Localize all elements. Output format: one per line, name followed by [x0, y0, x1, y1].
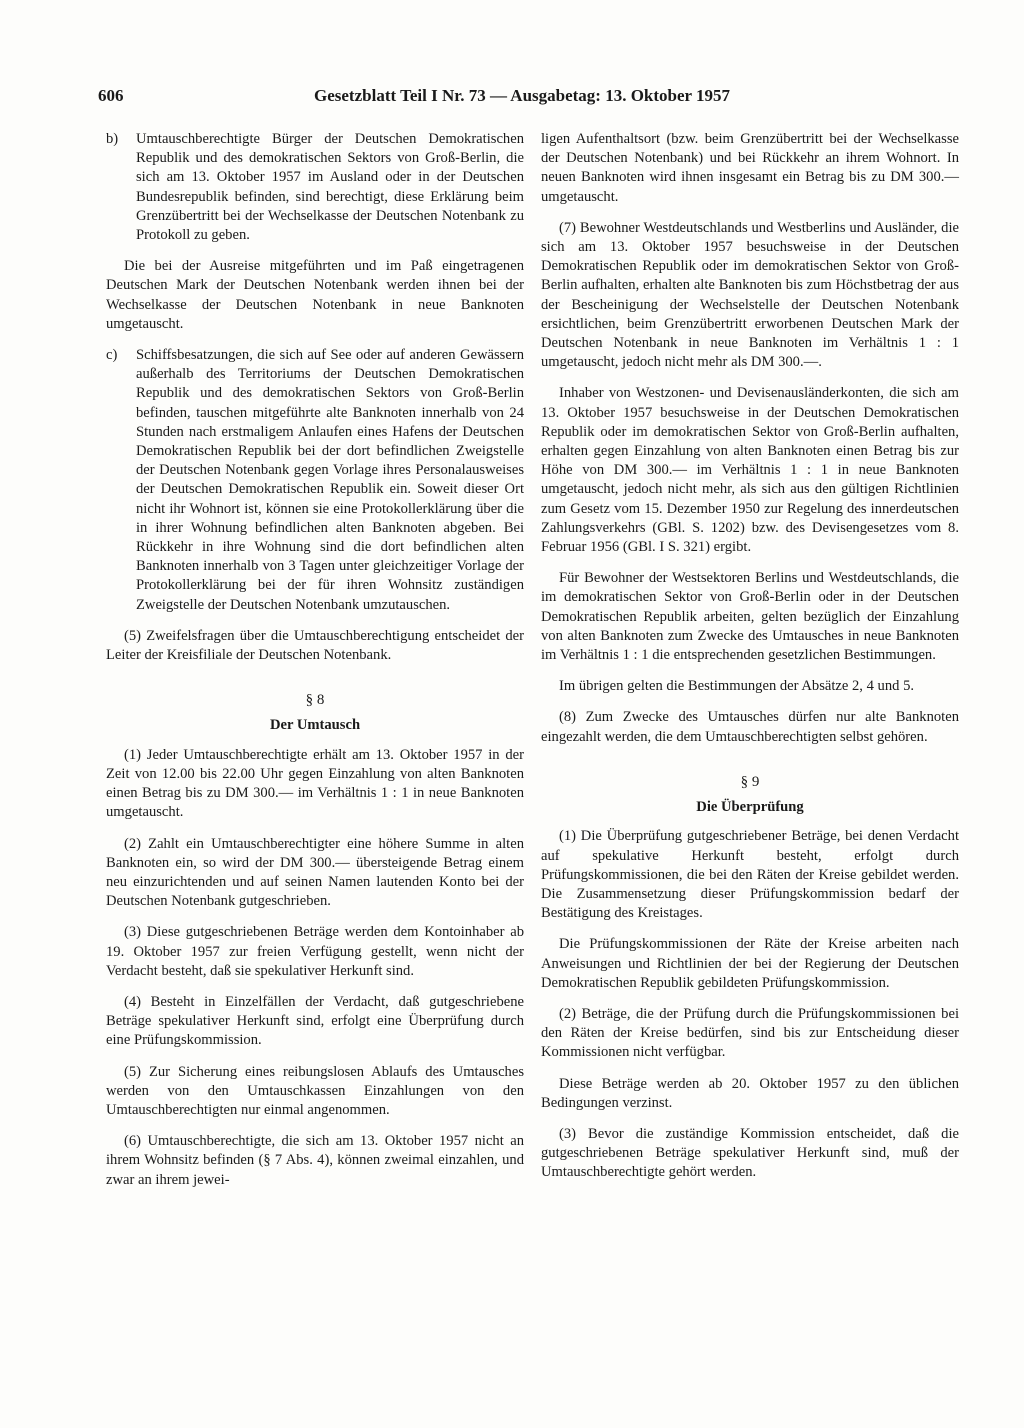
paragraph: (3) Bevor die zuständige Kommission entscheidet, daß die gutgeschriebenen Beträge spekulativer Herkunft sind, muß der Umtauschberechtigte gehört werden.	[541, 1125, 959, 1181]
section-title: Die Überprüfung	[696, 799, 804, 816]
paragraph: Die Prüfungskommissionen der Räte der Kreise arbeiten nach Anweisungen und Richtlinien der bei der Regierung der Deutschen Demokratischen Republik gebildeten Prüfungskommission.	[541, 936, 959, 991]
item-label: c)	[106, 347, 118, 364]
paragraph: (8) Zum Zwecke des Umtausches dürfen nur alte Banknoten eingezahlt werden, die dem Umtauschberechtigten selbst gehören.	[541, 709, 959, 745]
paragraph: Für Bewohner der Westsektoren Berlins und Westdeutschlands, die im demokratischen Sektor von Groß-Berlin oder in der Deutschen Demokratischen Republik arbeiten, gelten bezüglich der Einzahlung von alten Banknoten zum Zwecke des Umtausches in neue Banknoten im Verhältnis 1 : 1 die entsprechenden gesetzlichen Bestimmungen.	[541, 570, 959, 664]
page-number: 606	[98, 86, 124, 105]
left-column	[106, 130, 524, 1202]
paragraph: Diese Beträge werden ab 20. Oktober 1957 zu den üblichen Bedingungen verzinst.	[541, 1075, 959, 1111]
page-header	[98, 86, 926, 112]
list-item-c	[106, 346, 524, 615]
paragraph: ligen Aufenthaltsort (bzw. beim Grenzübertritt bei der Wechselkasse der Deutschen Notenbank) und bei Rückkehr an ihrem Wohnort. In neuen Banknoten wird ihnen insgesamt ein Betrag bis zu DM 300.— umgetauscht.	[541, 131, 959, 205]
list-item-b	[106, 130, 524, 245]
paragraph: (5) Zur Sicherung eines reibungslosen Ablaufs des Umtausches werden von den Umtauschkassen Einzahlungen von den Umtauschberechtigten nur einmal angenommen.	[106, 1063, 524, 1118]
item-text: Umtauschberechtigte Bürger der Deutschen Demokratischen Republik und des demokratischen Sektors von Groß-Berlin, die sich am 13. Oktober 1957 im Ausland oder in der Deutschen Bundesrepublik befinden, sind berechtigt, diese Erklärung beim Grenzübertritt bei der Wechselkasse der Deutschen Notenbank zu Protokoll zu geben.	[136, 131, 524, 244]
section-number: § 9	[740, 773, 760, 790]
right-column	[541, 130, 959, 1195]
paragraph: Die bei der Ausreise mitgeführten und im Paß eingetragenen Deutschen Mark der Deutschen Notenbank werden ihnen bei der Wechselkasse der Deutschen Notenbank in neue Banknoten umgetauscht.	[106, 258, 524, 332]
item-label: b)	[106, 131, 119, 147]
paragraph: Im übrigen gelten die Bestimmungen der Absätze 2, 4 und 5.	[559, 678, 915, 695]
section-title: Der Umtausch	[269, 717, 361, 734]
paragraph: (4) Besteht in Einzelfällen der Verdacht, daß gutgeschriebene Beträge spekulativer Herkunft sind, erfolgt eine Überprüfung durch eine Prüfungskommission.	[106, 993, 524, 1049]
paragraph: (2) Zahlt ein Umtauschberechtigter eine höhere Summe in alten Banknoten ein, so wird der DM 300.— übersteigende Betrag einem neu einzurichtenden und auf seinen Namen lautenden Konto bei der Deutschen Notenbank gutgeschrieben.	[106, 835, 524, 910]
section-number: § 8	[305, 692, 325, 709]
paragraph: (2) Beträge, die der Prüfung durch die Prüfungskommissionen bei den Räten der Kreise bedürfen, sind bis zur Entscheidung dieser Kommissionen nicht verfügbar.	[541, 1005, 959, 1061]
running-head: Gesetzblatt Teil I Nr. 73 — Ausgabetag: 13. Oktober 1957	[314, 86, 731, 105]
paragraph: Inhaber von Westzonen- und Devisenausländerkonten, die sich am 13. Oktober 1957 besuchsweise in der Deutschen Demokratischen Republik oder im demokratischen Sektor von Groß-Berlin aufhalten, erhalten gegen Einzahlung von alten Banknoten einen Betrag bis zur Höhe von DM 300.— im Verhältnis 1 : 1 in neue Banknoten umgetauscht, jedoch nicht mehr, als sich aus den gültigen Richtlinien zum Gesetz vom 15. Dezember 1950 zur Regelung des innerdeutschen Zahlungsverkehrs (GBl. S. 1202) bzw. des Devisengesetzes vom 8. Februar 1956 (GBl. I S. 321) ergibt.	[541, 385, 959, 556]
paragraph: (3) Diese gutgeschriebenen Beträge werden dem Kontoinhaber ab 19. Oktober 1957 zur freien Verfügung gestellt, wenn nicht der Verdacht besteht, daß sie spekulativer Herkunft sind.	[106, 924, 524, 979]
paragraph: (1) Die Überprüfung gutgeschriebener Beträge, bei denen Verdacht auf spekulative Herkunft besteht, erfolgt durch Prüfungskommissionen, die bei den Räten der Kreise gebildet werden. Die Zusammensetzung dieser Prüfungskommission bedarf der Bestätigung des Kreistages.	[541, 828, 959, 922]
paragraph: (1) Jeder Umtauschberechtigte erhält am 13. Oktober 1957 in der Zeit von 12.00 bis 22.00 Uhr gegen Einzahlung von alten Banknoten einen Betrag bis zu DM 300.— im Verhältnis 1 : 1 in neue Banknoten umgetauscht.	[106, 746, 524, 821]
paragraph: (7) Bewohner Westdeutschlands und Westberlins und Ausländer, die sich am 13. Oktober 1957 besuchsweise in der Deutschen Demokratischen Republik oder im demokratischen Sektor von Groß-Berlin aufhalten, erhalten alte Banknoten bis zum Höchstbetrag der aus der Bescheinigung der Wechselstelle der Deutschen Notenbank ersichtlichen, beim Grenzübertritt erworbenen Deutschen Mark der Deutschen Notenbank in neue Banknoten im Verhältnis 1 : 1 umgetauscht, jedoch nicht mehr als DM 300.—.	[541, 219, 959, 371]
item-text: Schiffsbesatzungen, die sich auf See oder auf anderen Gewässern außerhalb des Territoriums der Deutschen Demokratischen Republik und des demokratischen Sektors von Groß-Berlin befinden, tauschen mitgeführte alte Banknoten innerhalb von 24 Stunden nach erstmaligem Anlaufen eines Hafens der Deutschen Demokratischen Republik bei der dort befindlichen Zweigstelle der Deutschen Notenbank gegen Vorlage ihres Personalausweises der Deutschen Demokratischen Republik ein. Soweit dieser Ort nicht ihr Wohnort ist, können sie eine Protokollerklärung über die in ihrer Wohnung befindlichen alten Banknoten abgeben. Bei Rückkehr in ihre Wohnung sind die dort befindlichen alten Banknoten innerhalb von 3 Tagen unter gleichzeitiger Vorlage der Protokollerklärung bei der für ihren Wohnsitz zuständigen Zweigstelle der Deutschen Notenbank umzutauschen.	[136, 347, 524, 613]
paragraph: (5) Zweifelsfragen über die Umtauschberechtigung entscheidet der Leiter der Kreisfiliale der Deutschen Notenbank.	[106, 627, 524, 664]
paragraph: (6) Umtauschberechtigte, die sich am 13. Oktober 1957 nicht an ihrem Wohnsitz befinden (§ 7 Abs. 4), können zweimal einzahlen, und zwar an ihrem jewei-	[106, 1133, 524, 1188]
